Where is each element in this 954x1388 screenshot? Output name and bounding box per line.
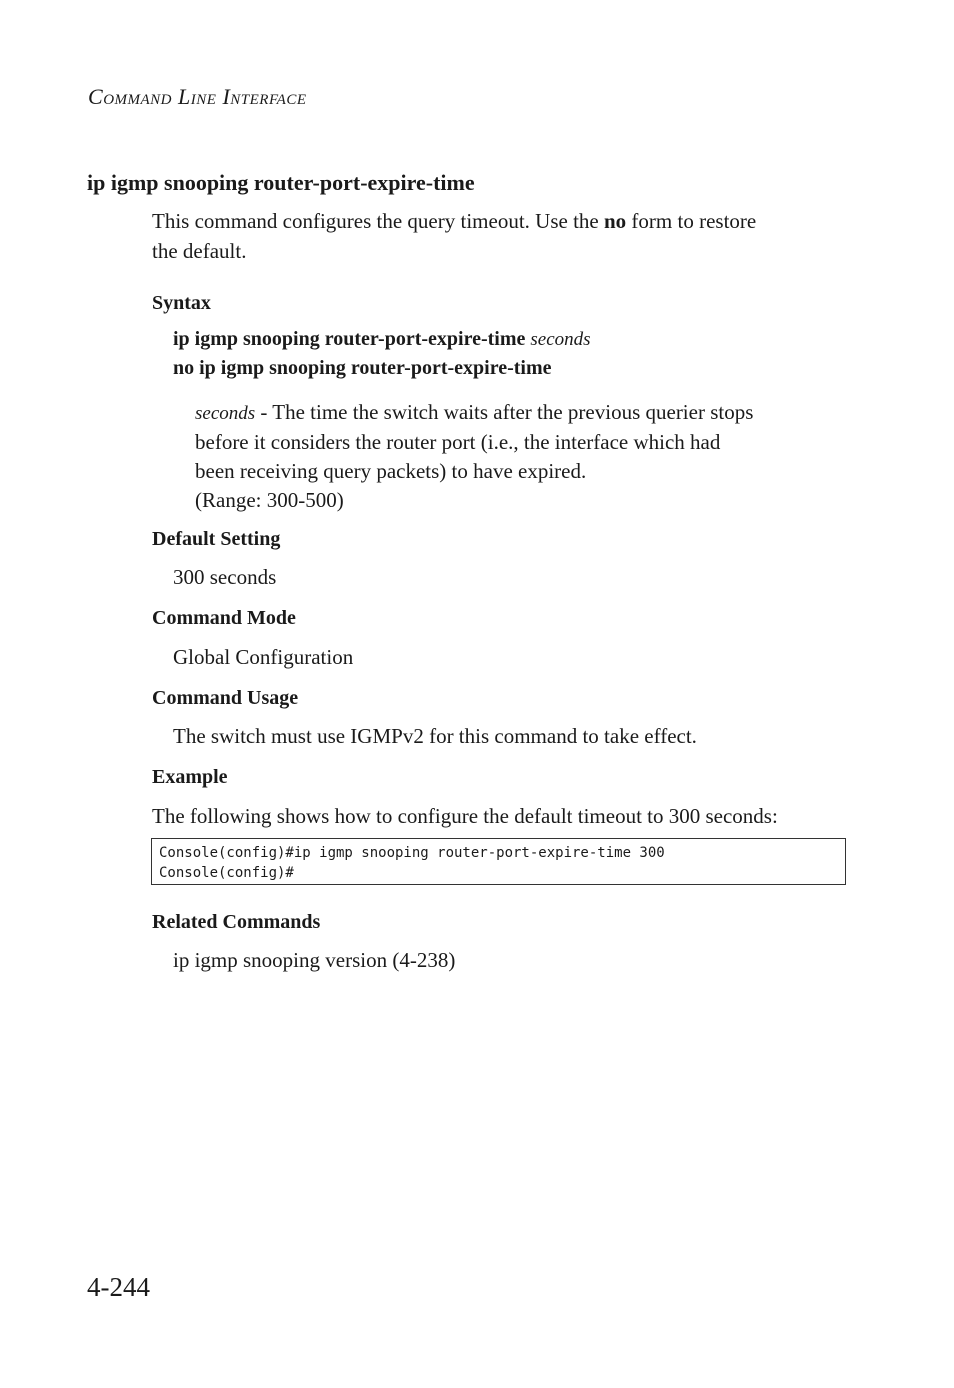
- running-header: COMMAND LINE INTERFACE: [88, 84, 307, 109]
- command-mode-value: Global Configuration: [173, 645, 354, 669]
- default-setting-heading: Default Setting: [152, 528, 281, 550]
- parameter-description: seconds - The time the switch waits after the previous querier stops before it considers the router port (i.e., the interface which had been receiving query packets) to have expired. (Range: 300-500): [195, 400, 754, 512]
- page-number: 4-244: [87, 1272, 150, 1302]
- command-usage-value: The switch must use IGMPv2 for this command to take effect.: [173, 724, 697, 748]
- code-line: Console(config)#ip igmp snooping router-port-expire-time 300: [159, 845, 665, 861]
- example-heading: Example: [152, 766, 228, 788]
- related-commands-heading: Related Commands: [152, 911, 321, 933]
- related-command-link[interactable]: ip igmp snooping version (4-238): [173, 948, 456, 972]
- example-intro: The following shows how to configure the default timeout to 300 seconds:: [152, 804, 778, 828]
- syntax-line-2: no ip igmp snooping router-port-expire-time: [173, 357, 552, 379]
- default-setting-value: 300 seconds: [173, 565, 277, 589]
- command-title: ip igmp snooping router-port-expire-time: [87, 170, 475, 195]
- syntax-line-1: ip igmp snooping router-port-expire-time seconds: [173, 328, 591, 350]
- code-line: Console(config)#: [159, 865, 294, 881]
- command-description: This command configures the query timeout. Use the no form to restore the default.: [152, 209, 757, 263]
- syntax-heading: Syntax: [152, 292, 211, 314]
- code-example-box: [151, 838, 846, 885]
- command-mode-heading: Command Mode: [152, 607, 296, 629]
- command-usage-heading: Command Usage: [152, 687, 299, 709]
